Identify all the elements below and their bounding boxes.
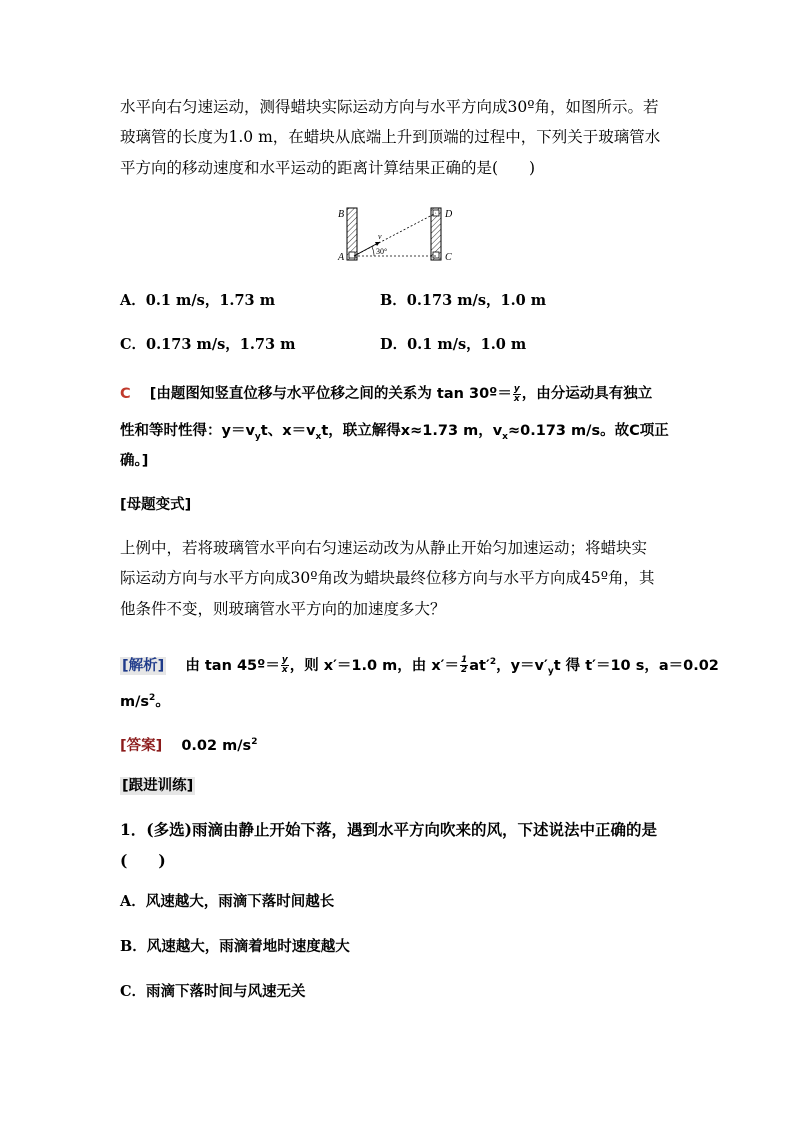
option-b[interactable]: B．0.173 m/s，1.0 m (380, 292, 547, 309)
option-d[interactable]: D．0.1 m/s，1.0 m (380, 336, 527, 353)
angle-arc (372, 247, 374, 256)
solution-line-2: 性和等时性得：$y=v_yt$、$x=v_xt$，联立解得x≈1.73 m，$v_x\approx 0.173$ m/s。故C项正 (120, 423, 669, 442)
left-wax-block (349, 252, 355, 258)
q1-line-2: ( ) (120, 851, 166, 870)
label-angle: 30° (376, 247, 388, 256)
variant-line-2: 际运动方向与水平方向成30º角改为蜡块最终位移方向与水平方向成45º角，其 (120, 569, 655, 587)
q1-line-1: 1．(多选)雨滴由静止开始下落，遇到水平方向吹来的风，下述说法中正确的是 (120, 820, 657, 839)
question-line-3: 平方向的移动速度和水平运动的距离计算结果正确的是( ) (120, 159, 536, 177)
analysis-line-2: $m/s^2$。 (120, 693, 170, 710)
analysis-line-1: [解析] 由 tan 45º＝ $\frac{y}{x}$ ，则 x′＝1.0 m，由 x′＝ $\frac{1}{2}$ $at'^2$，$y=v'_yt$ 得 t′＝10 s，a＝0.02 (122, 655, 719, 677)
option-a[interactable]: A．0.1 m/s，1.73 m (120, 292, 276, 309)
option-c[interactable]: C．0.173 m/s，1.73 m (120, 336, 296, 353)
variant-line-1: 上例中，若将玻璃管水平向右匀速运动改为从静止开始匀加速运动；将蜡块实 (120, 539, 648, 557)
answer-value: 0.02 m/s (181, 737, 252, 754)
answer-line: [答案] 0.02 $m/s^2$ (120, 737, 258, 754)
question-line-1: 水平向右匀速运动，测得蜡块实际运动方向与水平方向成30º角，如图所示。若 (120, 98, 659, 116)
glass-tube-figure (334, 200, 464, 270)
label-d: D (445, 209, 453, 220)
solution-line-3: 确。] (120, 453, 149, 469)
right-wax-block (433, 252, 439, 258)
q1-option-a[interactable]: A．风速越大，雨滴下落时间越长 (120, 893, 335, 910)
variant-line-3: 他条件不变，则玻璃管水平方向的加速度多大？ (120, 600, 446, 618)
fraction-y-over-x: $\frac{y}{x}$ (513, 383, 520, 404)
fraction-y-over-x-2: $\frac{y}{x}$ (281, 655, 288, 676)
answer-letter: C (120, 386, 131, 402)
label-v: v (378, 232, 382, 241)
training-tag: [跟进训练] (122, 778, 194, 794)
answer-tag: [答案] (120, 737, 163, 754)
q1-option-c[interactable]: C．雨滴下落时间与风速无关 (120, 983, 306, 1000)
label-a: A (338, 252, 345, 263)
analysis-tag: [解析] (122, 657, 165, 674)
label-c: C (445, 252, 452, 263)
solution-line-1: C [由题图知竖直位移与水平位移之间的关系为 tan 30º＝ $\frac{y}{x}$ ，由分运动具有独立 (120, 383, 653, 404)
q1-option-b[interactable]: B．风速越大，雨滴着地时速度越大 (120, 938, 350, 955)
fraction-one-half: $\frac{1}{2}$ (461, 655, 468, 676)
question-line-2: 玻璃管的长度为1.0 m，在蜡块从底端上升到顶端的过程中，下列关于玻璃管水 (120, 128, 661, 146)
label-b: B (338, 209, 345, 220)
variant-tag: [母题变式] (120, 497, 192, 513)
